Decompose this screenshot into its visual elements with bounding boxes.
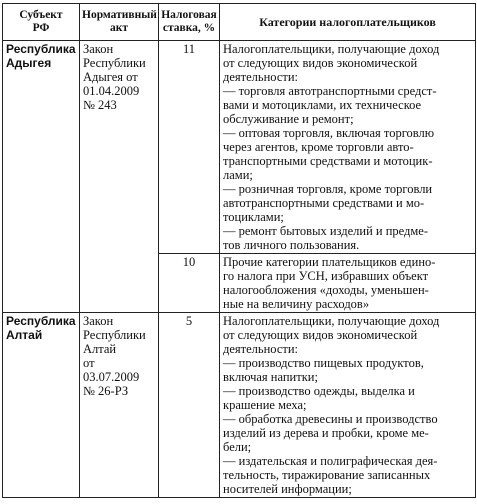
categories-cell: Налогоплательщики, получающие доход от следующих видов экономической деятельности: — производство пищевых продуктов, включая напитки; — производство одежды, выделка и крашение меха; — обработка древесины и производство изделий из дерева и пробки, кроме ме- бели; — издательская и полиграфическая дея- тельность, тиражирование записанных носителей информации;	[220, 313, 476, 498]
table-row	[3, 41, 476, 254]
categories-cell: Налогоплательщики, получающие доход от следующих видов экономической деятельности: — торговля автотранспортными средст- вами и мотоциклами, их техническое обслуживание и ремонт; — оптовая торговля, включая торговлю через агентов, кроме торговли авто- транспортными средствами и мотоцик- лами; — розничная торговля, кроме торговли автотранспортными средствами и мо- тоциклами; — ремонт бытовых изделий и предме- тов личного пользования.	[220, 41, 476, 254]
header-rate: Налоговая ставка, %	[159, 4, 220, 41]
rate-cell: 11	[159, 41, 220, 254]
categories-cell: Прочие категории плательщиков едино- го налога при УСН, избравших объект налогообложения «доходы, уменьшен- ные на величину расходов»	[220, 254, 476, 313]
subject-cell: Республика Алтай	[3, 313, 80, 498]
header-act: Нормативный акт	[80, 4, 159, 41]
rate-cell: 5	[159, 313, 220, 498]
tax-rates-table	[2, 3, 476, 498]
rate-cell: 10	[159, 254, 220, 313]
table-header-row	[3, 4, 476, 41]
header-categories: Категории налогоплательщиков	[220, 4, 476, 41]
table-row	[3, 313, 476, 498]
act-cell: Закон Республики Алтай от 03.07.2009 № 26-РЗ	[80, 313, 159, 498]
act-cell: Закон Республики Адыгея от 01.04.2009 № 243	[80, 41, 159, 313]
header-subject: Субъект РФ	[3, 4, 80, 41]
subject-cell: Республика Адыгея	[3, 41, 80, 313]
